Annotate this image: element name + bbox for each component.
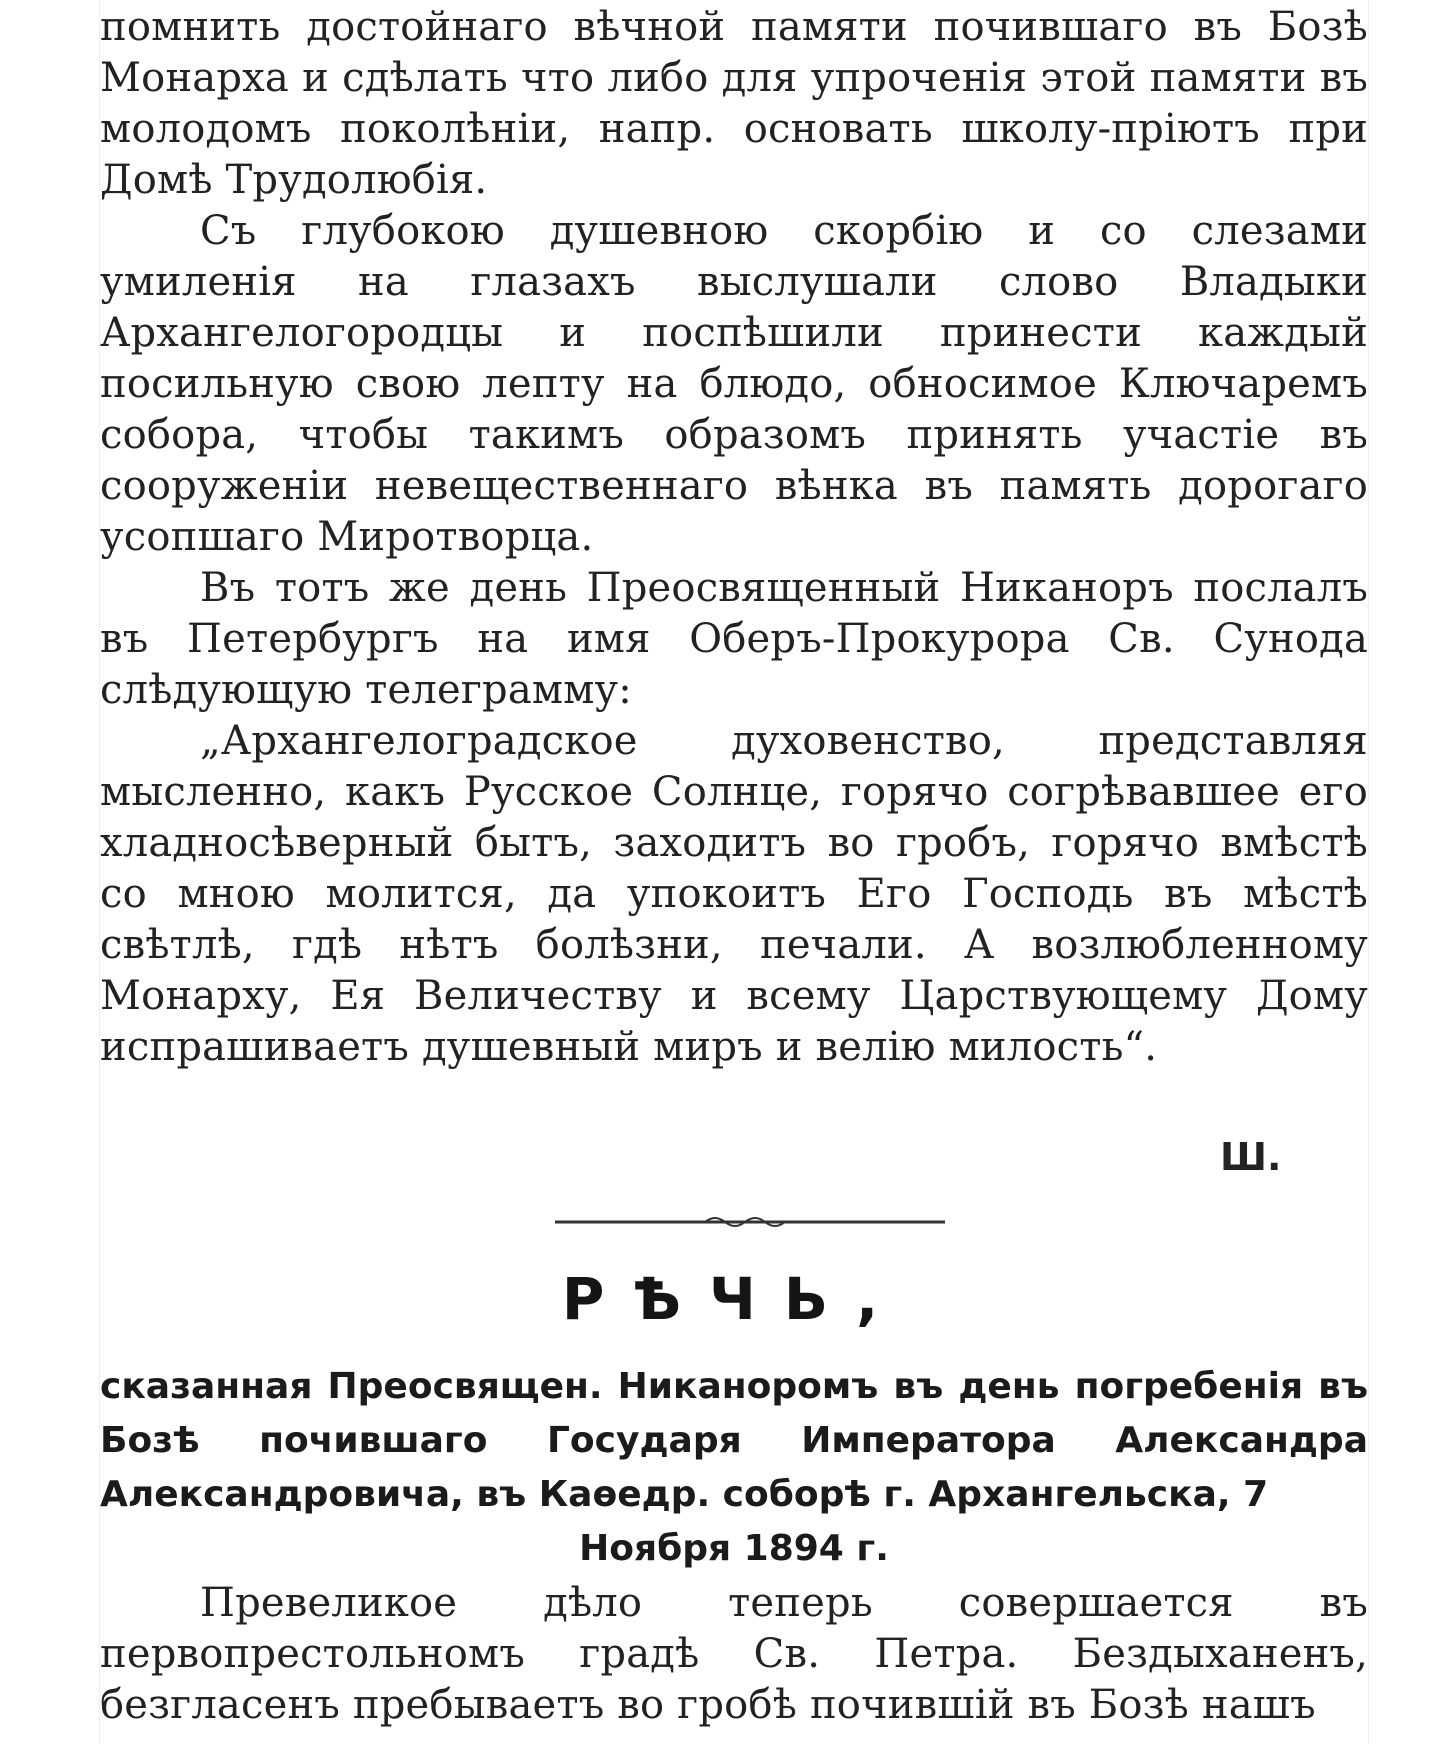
paragraph-2: Съ глубокою душевною скорбію и со слезами умиленія на глазахъ выслушали слово Владыки Архангелогородцы и поспѣшили принести каждый посильную свою лепту на блюдо, обносимое Ключаремъ собора, чтобы такимъ образомъ принять участіе въ сооруженіи невещественнаго вѣнка въ память дорогаго усопшаго Миротворца. bbox=[100, 208, 1368, 560]
subtitle-main: сказанная Преосвящен. Никаноромъ въ день погребенія въ Бозѣ почившаго Государя Императора Александра Александровича, въ Каѳедр. соборѣ г. Архангельска, 7 bbox=[100, 1366, 1368, 1515]
signature: Ш. bbox=[1220, 1135, 1282, 1179]
ornamental-divider bbox=[555, 1212, 945, 1232]
top-text-block bbox=[100, 2, 1368, 1073]
speech-paragraph-1: Превеликое дѣло теперь совершается въ первопрестольномъ градѣ Св. Петра. Бездыханенъ, безгласенъ пребываетъ во гробѣ почившій въ Бозѣ нашъ bbox=[100, 1580, 1368, 1728]
bottom-text-block bbox=[100, 1578, 1368, 1731]
speech-subtitle bbox=[100, 1360, 1368, 1576]
text-column bbox=[100, 0, 1368, 1744]
paragraph-1: помнить достойнаго вѣчной памяти почившаго въ Бозѣ Монарха и сдѣлать что либо для упроченія этой памяти въ молодомъ поколѣніи, напр. основать школу-пріютъ при Домѣ Трудолюбія. bbox=[100, 4, 1368, 203]
speech-title: РѢЧЬ, bbox=[561, 1265, 907, 1333]
subtitle-date: Ноября 1894 г. bbox=[579, 1528, 889, 1569]
paragraph-3: Въ тотъ же день Преосвященный Никаноръ послалъ въ Петербургъ на имя Оберъ-Прокурора Св. Сунода слѣдующую телеграмму: bbox=[100, 565, 1368, 713]
telegram-quote: „Архангелоградское духовенство, представляя мысленно, какъ Русское Солнце, горячо согрѣвавшее его хладносѣверный бытъ, заходитъ во гробъ, горячо вмѣстѣ со мною молится, да упокоитъ Его Господь въ мѣстѣ свѣтлѣ, гдѣ нѣтъ болѣзни, печали. А возлюбленному Монарху, Ея Величеству и всему Царствующему Дому испрашиваетъ душевный миръ и велію милость“. bbox=[100, 718, 1368, 1070]
